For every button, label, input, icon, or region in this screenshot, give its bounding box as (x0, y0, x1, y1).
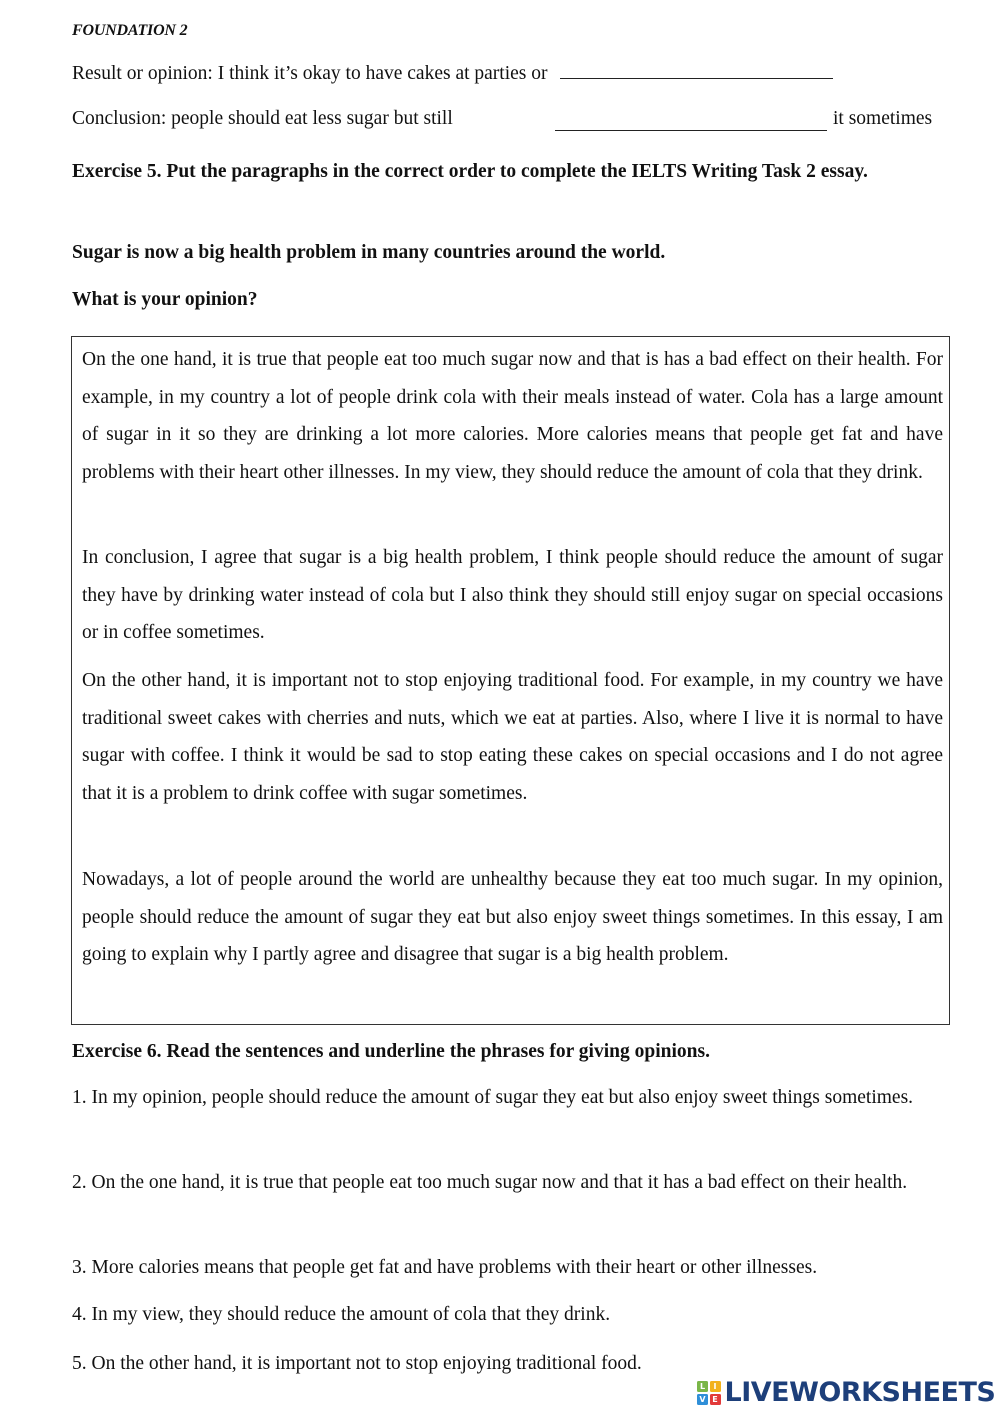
logo-icon (697, 1381, 721, 1405)
worksheet-header-label: FOUNDATION 2 (72, 22, 188, 39)
logo-letter-l: L (697, 1381, 708, 1392)
opinion-sentence-5[interactable]: 5. On the other hand, it is important not to stop enjoying traditional food. (72, 1353, 642, 1374)
exercise-6-title: Exercise 6. Read the sentences and underline the phrases for giving opinions. (72, 1041, 710, 1062)
fill-in-prompt: Result or opinion: I think it’s okay to have cakes at parties or (72, 63, 548, 84)
exercise-5-title: Exercise 5. Put the paragraphs in the correct order to complete the IELTS Writing Task 2 essay. (72, 161, 868, 182)
liveworksheets-logo (697, 1377, 995, 1409)
essay-prompt: Sugar is now a big health problem in many countries around the world. (72, 242, 666, 263)
logo-letter-e: E (710, 1394, 721, 1405)
fill-in-result-opinion (72, 60, 833, 86)
logo-letter-i: I (710, 1381, 721, 1392)
opinion-sentence-1[interactable]: 1. In my opinion, people should reduce the amount of sugar they eat but also enjoy sweet things sometimes. (72, 1087, 914, 1108)
opinion-sentence-4[interactable]: 4. In my view, they should reduce the amount of cola that they drink. (72, 1304, 611, 1325)
logo-letter-v: V (697, 1394, 708, 1405)
logo-wordmark: LIVEWORKSHEETS (724, 1377, 996, 1408)
essay-paragraph-1[interactable]: On the one hand, it is true that people eat too much sugar now and that is has a bad effect on their health. For example, in my country a lot of people drink cola with their meals instead of water. Cola has a large amount of sugar in it so they are drinking a lot more calories. More calories means that people get fat and have problems with their heart other illnesses. In my view, they should reduce the amount of cola that they drink. (82, 349, 943, 483)
essay-paragraph-3[interactable]: On the other hand, it is important not to stop enjoying traditional food. For example, in my country we have traditional sweet cakes with cherries and nuts, which we eat at parties. Also, where I live it is normal to have sugar with coffee. I think it would be sad to stop eating these cakes on special occasions and I do not agree that it is a problem to drink coffee with sugar sometimes. (82, 670, 943, 804)
essay-paragraph-4[interactable]: Nowadays, a lot of people around the world are unhealthy because they eat too much sugar. In my opinion, people should reduce the amount of sugar they eat but also enjoy sweet things sometimes. In this essay, I am going to explain why I partly agree and disagree that sugar is a big health problem. (82, 869, 943, 965)
fill-in-suffix: it sometimes (833, 108, 933, 129)
fill-in-conclusion (72, 107, 453, 131)
fill-in-prompt: Conclusion: people should eat less sugar but still (72, 108, 453, 129)
opinion-sentence-3[interactable]: 3. More calories means that people get fat and have problems with their heart or other illnesses. (72, 1257, 818, 1278)
essay-paragraph-2[interactable]: In conclusion, I agree that sugar is a big health problem, I think people should reduce the amount of sugar they have by drinking water instead of cola but I also think they should still enjoy sugar on special occasions or in coffee sometimes. (82, 547, 943, 643)
opinion-sentence-2[interactable]: 2. On the one hand, it is true that people eat too much sugar now and that it has a bad effect on their health. (72, 1172, 908, 1193)
essay-paragraphs-box (71, 336, 950, 1025)
answer-blank-1[interactable] (560, 60, 833, 79)
essay-question: What is your opinion? (72, 289, 258, 310)
answer-blank-2[interactable] (555, 112, 827, 131)
